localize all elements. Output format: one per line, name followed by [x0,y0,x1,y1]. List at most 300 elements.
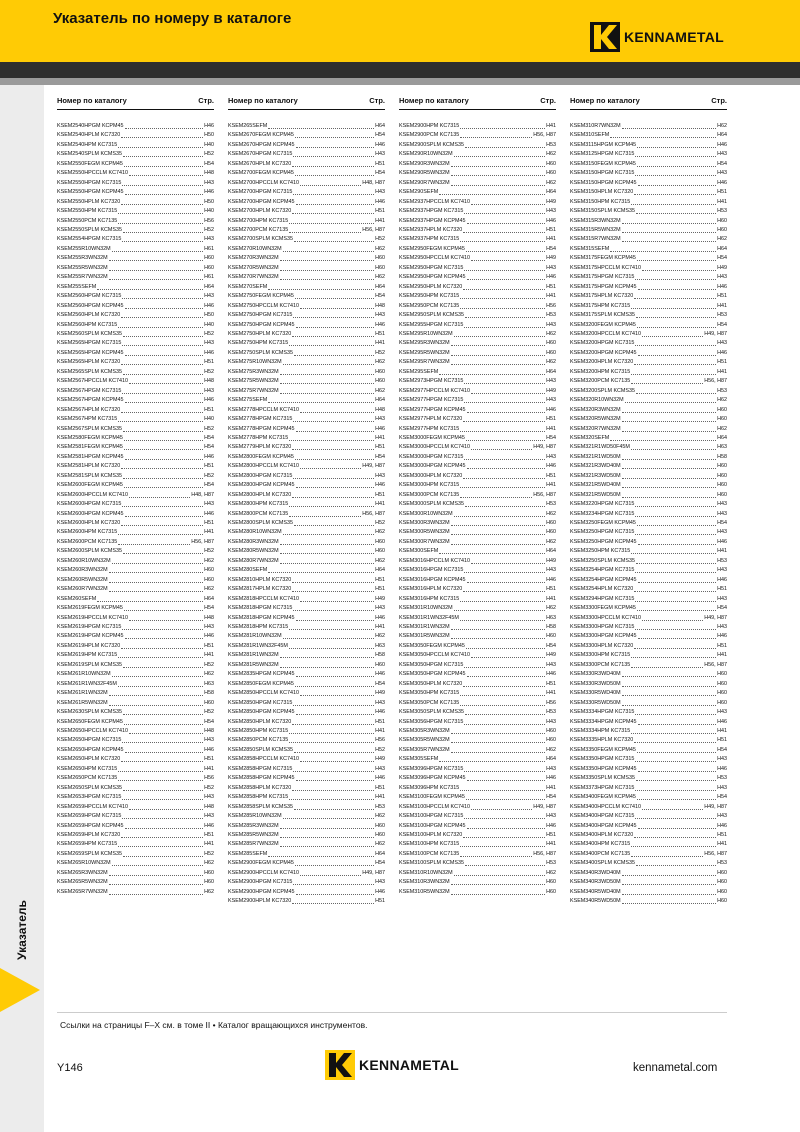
index-row [570,755,727,764]
index-row [57,207,214,216]
page-reference: H51 [546,226,556,233]
index-row [228,500,385,509]
page-reference: H43 [375,151,385,158]
catalog-number: KSEM340R3WD50M [570,879,621,886]
page-reference: H46 [375,614,385,621]
page-reference: H43 [546,321,556,328]
catalog-number: KSEM2955HPGM KC7315 [399,321,464,328]
leader-dots [125,632,204,639]
index-row [57,755,214,764]
leader-dots [296,888,375,895]
leader-dots [280,822,374,829]
page-reference: H53 [717,860,727,867]
index-row [228,651,385,660]
leader-dots [634,585,716,592]
index-row [57,453,214,462]
leader-dots [295,453,374,460]
catalog-number: KSEM3350FEGM KCPM45 [570,746,636,753]
index-row [57,235,214,244]
page-reference: H64 [546,189,556,196]
catalog-number: KSEM295SEFM [399,368,439,375]
page-reference: H56, H87 [533,132,556,139]
index-row [57,434,214,443]
leader-dots [125,510,204,517]
index-row [228,387,385,396]
index-row [399,614,556,623]
index-row [570,604,727,613]
page-reference: H43 [204,179,214,186]
index-row [399,169,556,178]
page-reference: H51 [375,208,385,215]
index-row [399,878,556,887]
catalog-number: KSEM2818HPCCLM KC7410 [228,595,300,602]
catalog-number: KSEM2778HPGM KC7315 [228,416,293,423]
catalog-number: KSEM255SEFM [57,283,97,290]
page-reference: H46 [204,453,214,460]
index-row [57,803,214,812]
side-tab-label: Указатель [15,900,29,960]
index-row [570,576,727,585]
page-reference: H49 [375,595,385,602]
catalog-number: KSEM3350HPGM KC7315 [570,756,635,763]
index-row [399,207,556,216]
leader-dots [129,614,203,621]
leader-dots [283,358,374,365]
page-reference: H54 [375,680,385,687]
page-reference: H48 [204,614,214,621]
index-row [570,349,727,358]
page-reference: H41 [375,501,385,508]
page-reference: H52 [204,368,214,375]
catalog-number: KSEM3175HPM KC7315 [570,302,631,309]
index-row [57,387,214,396]
catalog-number: KSEM281R5WN32M [228,661,279,668]
page-reference: H46 [204,189,214,196]
page-reference: H41 [717,728,727,734]
column-header [228,96,385,110]
leader-dots [635,812,716,819]
catalog-number: KSEM2937HPGM KCPM45 [399,217,466,224]
leader-dots [471,198,545,205]
catalog-number: KSEM2670HPLM KC7320 [228,160,292,167]
page-reference: H53 [546,141,556,148]
index-row [228,330,385,339]
leader-dots [635,566,716,573]
page-reference: H54 [375,453,385,460]
column-header-label: Номер по каталогу [57,96,127,105]
leader-dots [454,604,545,611]
index-row [570,226,727,235]
leader-dots [280,538,374,545]
page-reference: H62 [717,425,727,432]
leader-dots [631,727,716,734]
index-row [570,330,727,339]
page-number: Y146 [57,1062,83,1074]
leader-dots [121,755,203,762]
page-reference: H60 [717,217,727,224]
catalog-number: KSEM330R5WD40M [570,690,621,697]
leader-dots [292,784,374,791]
catalog-number: KSEM3300FEGM KCPM45 [570,605,636,612]
catalog-number: KSEM3334HPGM KCPM45 [570,718,637,725]
catalog-number: KSEM2750HPGM KCPM45 [228,321,295,328]
index-row [570,528,727,537]
column-list [228,122,385,907]
leader-dots [112,670,203,677]
catalog-number: KSEM3334HPM KC7315 [570,728,631,734]
leader-dots [123,708,203,715]
page-reference: H49, H87 [704,803,727,810]
catalog-number: KSEM265R3WN32M [57,869,108,876]
leader-dots [636,859,716,866]
index-row [399,217,556,226]
leader-dots [122,793,203,800]
page-reference: H51 [717,737,727,744]
catalog-number: KSEM2700HPM KC7315 [228,217,289,224]
page-reference: H62 [204,671,214,678]
catalog-number: KSEM285R10WN32M [228,813,282,820]
index-row [570,632,727,641]
index-row [399,443,556,452]
page-reference: H49 [546,557,556,564]
leader-dots [634,358,716,365]
index-row [57,528,214,537]
index-row [57,150,214,159]
catalog-number: KSEM260R3WN32M [57,567,108,574]
page-reference: H51 [375,330,385,337]
index-row [399,150,556,159]
catalog-number: KSEM290R10WN32M [399,151,453,158]
page-reference: H60 [204,255,214,262]
index-row [57,642,214,651]
leader-dots [635,595,716,602]
catalog-number: KSEM3294HPGM KC7315 [570,595,635,602]
leader-dots [123,368,203,375]
page-reference: H62 [546,869,556,876]
leader-dots [109,254,203,261]
catalog-number: KSEM270R10WN32M [228,245,282,252]
catalog-number: KSEM3016HPCCLM KC7410 [399,557,471,564]
catalog-number: KSEM321R3WD40M [570,463,621,470]
leader-dots [635,528,716,535]
index-row [570,878,727,887]
catalog-number: KSEM2900FEGM KCPM45 [228,860,294,867]
leader-dots [622,235,716,242]
catalog-number: KSEM2850PCM KC7135 [228,737,289,744]
page-reference: H54 [717,794,727,801]
page-reference: H43 [546,813,556,820]
index-row [399,510,556,519]
leader-dots [454,869,545,876]
website-link[interactable]: kennametal.com [633,1062,718,1074]
page-reference: H51 [375,491,385,498]
leader-dots [109,576,203,583]
page-reference: H64 [375,850,385,857]
leader-dots [637,254,716,261]
catalog-number: KSEM2650FEGM KCPM45 [57,718,123,725]
catalog-number: KSEM261R1WN32M [57,690,108,697]
page-reference: H51 [375,718,385,725]
leader-dots [622,453,716,460]
index-row [57,614,214,623]
leader-dots [121,519,203,526]
catalog-number: KSEM2937HPLM KC7320 [399,226,463,233]
index-row [228,245,385,254]
catalog-number: KSEM3000HPGM KC7315 [399,453,464,460]
catalog-number: KSEM2750HPCCLM KC7410 [228,302,300,309]
index-row [228,491,385,500]
leader-dots [283,528,374,535]
index-row [57,122,214,131]
index-row [228,708,385,717]
index-row [228,339,385,348]
catalog-number: KSEM305R7WN32M [399,746,450,753]
catalog-number: KSEM300SEFM [399,548,439,555]
page-reference: H43 [546,378,556,385]
page-reference: H60 [375,548,385,555]
index-row [228,235,385,244]
page-reference: H62 [375,813,385,820]
index-row [399,755,556,764]
leader-dots [124,160,203,167]
page-reference: H60 [546,529,556,536]
leader-dots [622,226,716,233]
page-reference: H60 [546,737,556,744]
catalog-number: KSEM290R7WN32M [399,179,450,186]
leader-dots [463,472,545,479]
leader-dots [439,368,545,375]
leader-dots [460,699,545,706]
catalog-number: KSEM3254HPGM KCPM45 [570,576,637,583]
leader-dots [280,831,374,838]
leader-dots [280,368,374,375]
leader-dots [637,604,716,611]
leader-dots [125,746,204,753]
catalog-number: KSEM305R3WN32M [399,728,450,734]
index-row [57,859,214,868]
index-row [399,765,556,774]
index-column-3 [399,96,556,897]
catalog-number: KSEM265R10WN32M [57,860,111,867]
leader-dots [451,736,545,743]
catalog-number: KSEM3056HPGM KC7315 [399,718,464,725]
leader-dots [610,434,716,441]
page-reference: H63 [546,614,556,621]
catalog-number: KSEM290SEFM [399,189,439,196]
index-row [57,368,214,377]
index-row [570,812,727,821]
index-row [57,699,214,708]
index-columns [57,96,727,1000]
leader-dots [123,547,203,554]
index-row [57,822,214,831]
leader-dots [636,387,716,394]
index-row [57,481,214,490]
page-reference: H49 [546,652,556,659]
catalog-number: KSEM2565HPLM KC7320 [57,359,121,366]
index-row [228,406,385,415]
page-reference: H52 [204,709,214,716]
index-row [399,689,556,698]
page-reference: H46 [204,822,214,829]
index-row [399,859,556,868]
catalog-number: KSEM3175HPGM KC7315 [570,274,635,281]
page-reference: H52 [204,151,214,158]
leader-dots [460,292,545,299]
catalog-number: KSEM2950SPLM KCMS35 [399,312,465,319]
catalog-number: KSEM330R3WD40M [570,671,621,678]
page-reference: H53 [375,803,385,810]
index-row [228,632,385,641]
catalog-number: KSEM2900PCM KC7135 [399,132,460,139]
index-row [399,406,556,415]
page-reference: H64 [546,548,556,555]
leader-dots [112,859,203,866]
leader-dots [451,727,545,734]
catalog-number: KSEM2560HPM KC7315 [57,321,118,328]
catalog-number: KSEM2750FEGM KCPM45 [228,293,294,300]
catalog-number: KSEM300R10WN32M [399,510,453,517]
index-row [570,500,727,509]
index-row [57,632,214,641]
catalog-number: KSEM3100HPGM KCPM45 [399,822,466,829]
index-row [57,765,214,774]
leader-dots [622,897,716,904]
catalog-number: KSEM3200HPLM KC7320 [570,359,634,366]
leader-dots [293,311,374,318]
index-row [228,472,385,481]
catalog-number: KSEM310SEFM [570,132,610,139]
page-reference: H51 [204,520,214,527]
leader-dots [292,491,374,498]
page-reference: H56, H87 [533,850,556,857]
page-reference: H48 [204,803,214,810]
leader-dots [294,349,374,356]
catalog-number: KSEM255R5WN32M [57,264,108,271]
index-row [399,358,556,367]
leader-dots [294,803,374,810]
column-header-page: Стр. [540,96,556,105]
index-row [399,415,556,424]
catalog-number: KSEM2560HPGM KC7315 [57,293,122,300]
page-reference: H46 [204,302,214,309]
catalog-number: KSEM3100HPM KC7315 [399,841,460,848]
index-row [570,150,727,159]
page-reference: H46 [546,217,556,224]
catalog-number: KSEM2600HPGM KC7315 [57,501,122,508]
catalog-number: KSEM315SEFM [570,245,610,252]
page-reference: H52 [375,349,385,356]
page-reference: H52 [204,472,214,479]
leader-dots [631,368,716,375]
catalog-number: KSEM270R7WN32M [228,274,279,281]
leader-dots [460,595,545,602]
catalog-number: KSEM2550HPLM KC7320 [57,198,121,205]
catalog-number: KSEM2800PCM KC7135 [228,510,289,517]
index-row [228,718,385,727]
catalog-number: KSEM260R10WN32M [57,557,111,564]
index-row [399,604,556,613]
page-reference: H60 [546,879,556,886]
page-reference: H41 [204,841,214,848]
catalog-number: KSEM270R5WN32M [228,264,279,271]
catalog-number: KSEM3100HPLM KC7320 [399,831,463,838]
catalog-number: KSEM260SEFM [57,595,97,602]
page-reference: H60 [717,879,727,886]
page-reference: H54 [375,170,385,177]
index-row [570,122,727,131]
catalog-number: KSEM2600HPGM KCPM45 [57,510,124,517]
page-reference: H49 [717,264,727,271]
page-reference: H51 [546,586,556,593]
catalog-number: KSEM3175SPLM KCMS35 [570,312,636,319]
catalog-number: KSEM2778HPCCLM KC7410 [228,406,300,413]
page-reference: H43 [204,340,214,347]
page-reference: H41 [204,529,214,536]
catalog-number: KSEM2550PCM KC7135 [57,217,118,224]
catalog-number: KSEM2977HPM KC7315 [399,425,460,432]
index-row [228,528,385,537]
leader-dots [123,150,203,157]
page-reference: H49 [375,690,385,697]
page-reference: H64 [204,283,214,290]
leader-dots [635,623,716,630]
page-reference: H54 [204,605,214,612]
leader-dots [634,736,716,743]
page-reference: H46 [717,576,727,583]
page-reference: H46 [717,179,727,186]
index-row [57,812,214,821]
page-reference: H54 [717,160,727,167]
leader-dots [451,179,545,186]
page-reference: H43 [204,813,214,820]
index-row [57,349,214,358]
page-reference: H41 [375,340,385,347]
leader-dots [121,831,203,838]
catalog-number: KSEM261R1WN32F45M [57,680,117,687]
index-row [570,869,727,878]
index-row [399,302,556,311]
index-row [57,141,214,150]
page-reference: H60 [375,368,385,375]
index-row [399,812,556,821]
catalog-number: KSEM3150SPLM KCMS35 [570,208,636,215]
page-reference: H46 [717,765,727,772]
index-row [228,302,385,311]
index-row [57,500,214,509]
leader-dots [460,784,545,791]
index-row [399,557,556,566]
page-reference: H46 [717,283,727,290]
leader-dots [295,131,374,138]
page-reference: H41 [717,198,727,205]
index-row [570,358,727,367]
leader-dots [296,141,375,148]
leader-dots [289,793,374,800]
page-reference: H46 [375,321,385,328]
catalog-number: KSEM3050PCM KC7135 [399,699,460,706]
index-row [399,708,556,717]
leader-dots [451,623,545,630]
catalog-number: KSEM3050HPGM KCPM45 [399,671,466,678]
page-reference: H51 [546,831,556,838]
leader-dots [631,198,716,205]
page-reference: H60 [717,406,727,413]
index-row [228,585,385,594]
catalog-number: KSEM321R5WD40M [570,482,621,489]
catalog-number: KSEM3150HPLM KC7320 [570,189,634,196]
page-reference: H49 [546,387,556,394]
